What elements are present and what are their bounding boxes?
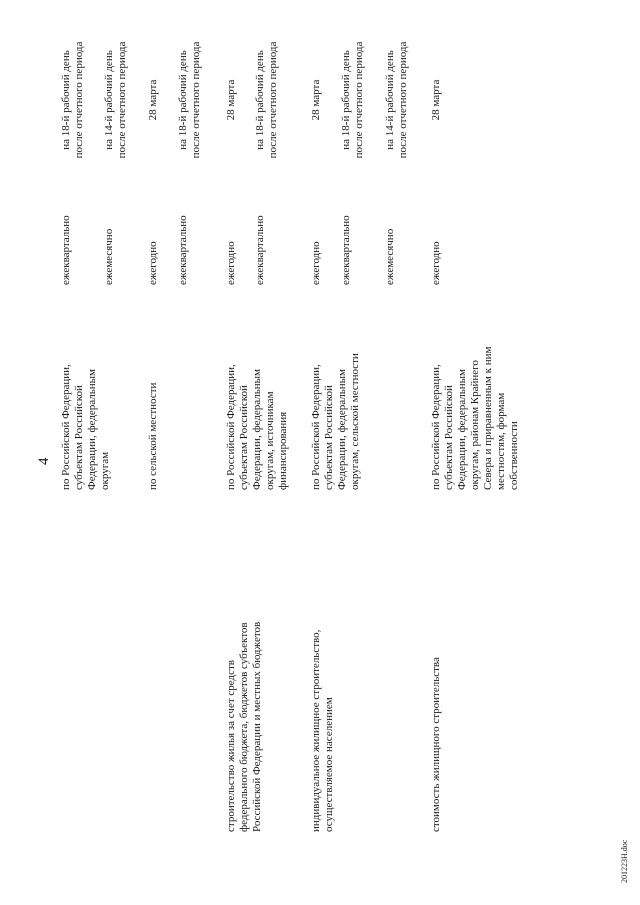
- frequency-cell: ежегодно: [430, 241, 442, 285]
- deadline-cell: 28 марта: [225, 79, 237, 121]
- indicator-cell: индивидуальное жилищное строительство, осуществляемое населением: [310, 629, 335, 832]
- deadline-cell: на 18-й рабочий день после отчетного периода: [340, 41, 365, 159]
- frequency-cell: ежегодно: [225, 241, 237, 285]
- frequency-cell: ежегодно: [310, 241, 322, 285]
- frequency-cell: ежегодно: [147, 241, 159, 285]
- indicator-cell: стоимость жилищного строительства: [430, 657, 442, 832]
- page-number: 4: [36, 457, 52, 465]
- breakdown-cell: по Российской Федерации, субъектам Российской Федерации, федеральным округам, сельской местности: [310, 353, 361, 490]
- deadline-cell: 28 марта: [310, 79, 322, 121]
- frequency-cell: ежеквартально: [60, 215, 72, 285]
- breakdown-cell: по Российской Федерации, субъектам Российской Федерации, федеральным округам, районам Крайнего Севера и приравненным к ним местностям, формам собственности: [430, 346, 520, 490]
- indicator-cell: строительство жилья за счет средств федерального бюджета, бюджетов субъектов Российской Федерации и местных бюджетов: [225, 621, 263, 832]
- deadline-cell: 28 марта: [147, 79, 159, 121]
- deadline-cell: на 18-й рабочий день после отчетного периода: [177, 41, 202, 159]
- footer-file-code: 201223Н.doc: [620, 839, 629, 883]
- frequency-cell: ежемесячно: [384, 228, 396, 285]
- deadline-cell: на 14-й рабочий день после отчетного периода: [384, 41, 409, 159]
- frequency-cell: ежемесячно: [103, 228, 115, 285]
- deadline-cell: на 18-й рабочий день после отчетного периода: [60, 41, 85, 159]
- breakdown-cell: по Российской Федерации, субъектам Российской Федерации, федеральным округам: [60, 364, 111, 490]
- breakdown-cell: по сельской местности: [147, 382, 159, 490]
- frequency-cell: ежеквартально: [340, 215, 352, 285]
- breakdown-cell: по Российской Федерации, субъектам Российской Федерации, федеральным округам, источникам финансирования: [225, 364, 289, 490]
- deadline-cell: на 14-й рабочий день после отчетного периода: [103, 41, 128, 159]
- frequency-cell: ежеквартально: [254, 215, 266, 285]
- frequency-cell: ежеквартально: [177, 215, 189, 285]
- deadline-cell: 28 марта: [430, 79, 442, 121]
- deadline-cell: на 18-й рабочий день после отчетного периода: [254, 41, 279, 159]
